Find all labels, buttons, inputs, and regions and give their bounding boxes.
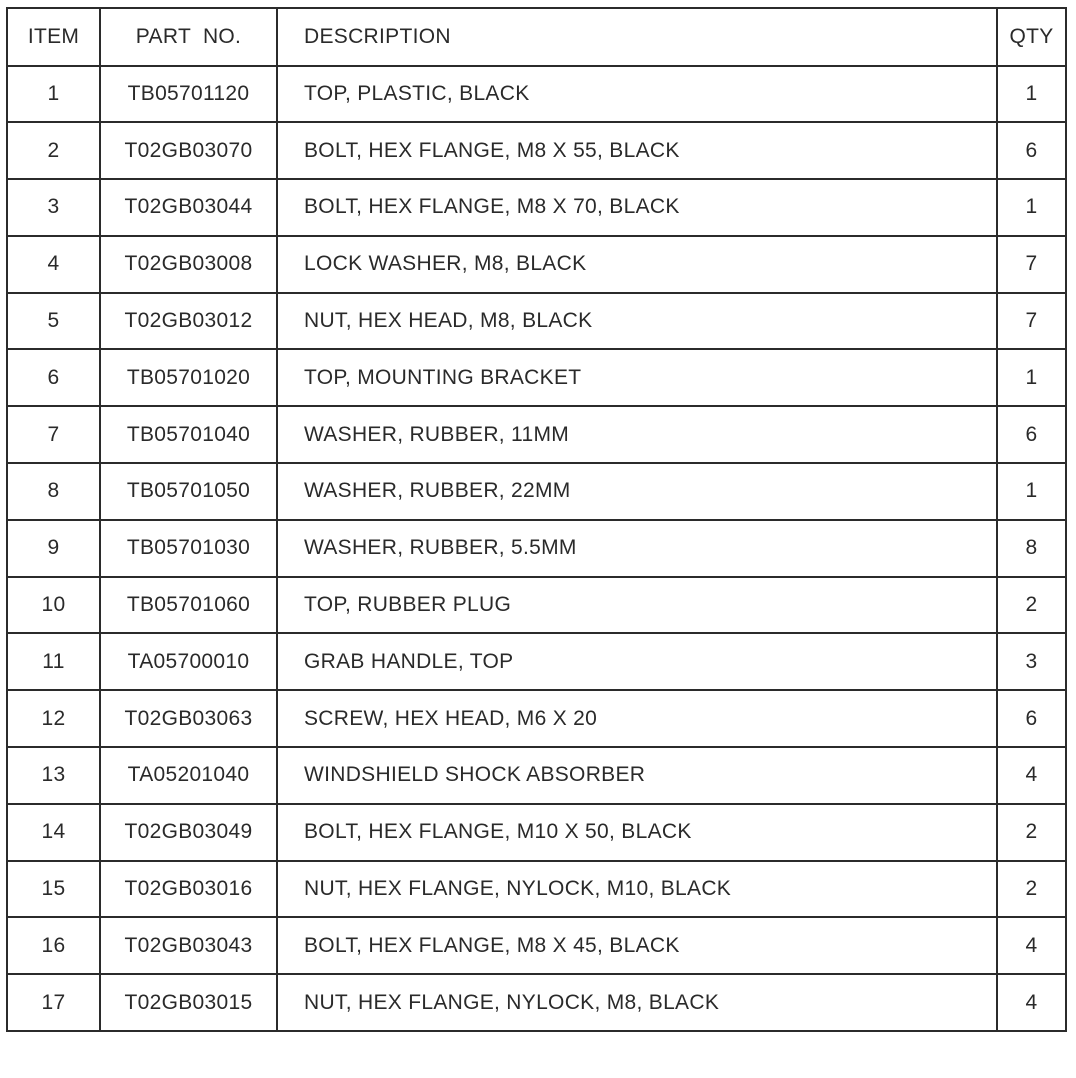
table-row <box>7 690 1066 747</box>
part-number-cell: TB05701040 <box>100 406 277 463</box>
quantity-cell: 3 <box>997 633 1066 690</box>
table-row <box>7 463 1066 520</box>
description-cell: TOP, RUBBER PLUG <box>277 577 997 634</box>
part-number-cell: T02GB03049 <box>100 804 277 861</box>
part-number-cell: T02GB03012 <box>100 293 277 350</box>
item-cell: 2 <box>7 122 100 179</box>
part-number-cell: T02GB03044 <box>100 179 277 236</box>
description-cell: NUT, HEX HEAD, M8, BLACK <box>277 293 997 350</box>
quantity-cell: 8 <box>997 520 1066 577</box>
description-cell: WASHER, RUBBER, 22MM <box>277 463 997 520</box>
quantity-cell: 6 <box>997 690 1066 747</box>
quantity-cell: 1 <box>997 463 1066 520</box>
part-number-cell: TB05701020 <box>100 349 277 406</box>
description-cell: WASHER, RUBBER, 5.5MM <box>277 520 997 577</box>
table-row <box>7 804 1066 861</box>
item-cell: 5 <box>7 293 100 350</box>
item-cell: 16 <box>7 917 100 974</box>
quantity-cell: 1 <box>997 349 1066 406</box>
quantity-cell: 7 <box>997 293 1066 350</box>
item-cell: 14 <box>7 804 100 861</box>
quantity-cell: 4 <box>997 974 1066 1031</box>
quantity-cell: 6 <box>997 122 1066 179</box>
part-number-cell: T02GB03008 <box>100 236 277 293</box>
description-cell: WASHER, RUBBER, 11MM <box>277 406 997 463</box>
item-cell: 15 <box>7 861 100 918</box>
part-number-cell: TB05701030 <box>100 520 277 577</box>
quantity-cell: 1 <box>997 66 1066 123</box>
description-cell: WINDSHIELD SHOCK ABSORBER <box>277 747 997 804</box>
description-cell: TOP, MOUNTING BRACKET <box>277 349 997 406</box>
table-row <box>7 633 1066 690</box>
item-cell: 1 <box>7 66 100 123</box>
item-cell: 6 <box>7 349 100 406</box>
column-header-item: ITEM <box>7 8 100 66</box>
part-number-cell: T02GB03015 <box>100 974 277 1031</box>
description-cell: SCREW, HEX HEAD, M6 X 20 <box>277 690 997 747</box>
description-cell: BOLT, HEX FLANGE, M8 X 70, BLACK <box>277 179 997 236</box>
part-number-cell: T02GB03070 <box>100 122 277 179</box>
item-cell: 9 <box>7 520 100 577</box>
quantity-cell: 7 <box>997 236 1066 293</box>
part-number-cell: TB05701050 <box>100 463 277 520</box>
table-row <box>7 917 1066 974</box>
header-row <box>7 8 1066 66</box>
description-cell: BOLT, HEX FLANGE, M8 X 55, BLACK <box>277 122 997 179</box>
table-body <box>7 66 1066 1032</box>
description-cell: NUT, HEX FLANGE, NYLOCK, M10, BLACK <box>277 861 997 918</box>
item-cell: 11 <box>7 633 100 690</box>
item-cell: 13 <box>7 747 100 804</box>
item-cell: 4 <box>7 236 100 293</box>
table-row <box>7 406 1066 463</box>
table-row <box>7 861 1066 918</box>
table-row <box>7 577 1066 634</box>
quantity-cell: 4 <box>997 917 1066 974</box>
table-row <box>7 122 1066 179</box>
item-cell: 3 <box>7 179 100 236</box>
description-cell: LOCK WASHER, M8, BLACK <box>277 236 997 293</box>
quantity-cell: 1 <box>997 179 1066 236</box>
item-cell: 7 <box>7 406 100 463</box>
table-row <box>7 179 1066 236</box>
quantity-cell: 2 <box>997 861 1066 918</box>
table-row <box>7 974 1066 1031</box>
item-cell: 12 <box>7 690 100 747</box>
parts-table <box>6 7 1067 1032</box>
item-cell: 8 <box>7 463 100 520</box>
description-cell: BOLT, HEX FLANGE, M8 X 45, BLACK <box>277 917 997 974</box>
description-cell: GRAB HANDLE, TOP <box>277 633 997 690</box>
part-number-cell: T02GB03063 <box>100 690 277 747</box>
table-row <box>7 747 1066 804</box>
column-header-description: DESCRIPTION <box>277 8 997 66</box>
quantity-cell: 4 <box>997 747 1066 804</box>
table-row <box>7 349 1066 406</box>
part-number-cell: TB05701120 <box>100 66 277 123</box>
item-cell: 17 <box>7 974 100 1031</box>
quantity-cell: 6 <box>997 406 1066 463</box>
table-row <box>7 293 1066 350</box>
part-number-cell: T02GB03043 <box>100 917 277 974</box>
part-number-cell: TA05201040 <box>100 747 277 804</box>
column-header-part-no: PART NO. <box>100 8 277 66</box>
quantity-cell: 2 <box>997 577 1066 634</box>
item-cell: 10 <box>7 577 100 634</box>
description-cell: NUT, HEX FLANGE, NYLOCK, M8, BLACK <box>277 974 997 1031</box>
part-number-cell: TA05700010 <box>100 633 277 690</box>
table-row <box>7 520 1066 577</box>
description-cell: BOLT, HEX FLANGE, M10 X 50, BLACK <box>277 804 997 861</box>
part-number-cell: T02GB03016 <box>100 861 277 918</box>
part-number-cell: TB05701060 <box>100 577 277 634</box>
column-header-qty: QTY <box>997 8 1066 66</box>
table-row <box>7 236 1066 293</box>
description-cell: TOP, PLASTIC, BLACK <box>277 66 997 123</box>
quantity-cell: 2 <box>997 804 1066 861</box>
table-row <box>7 66 1066 123</box>
